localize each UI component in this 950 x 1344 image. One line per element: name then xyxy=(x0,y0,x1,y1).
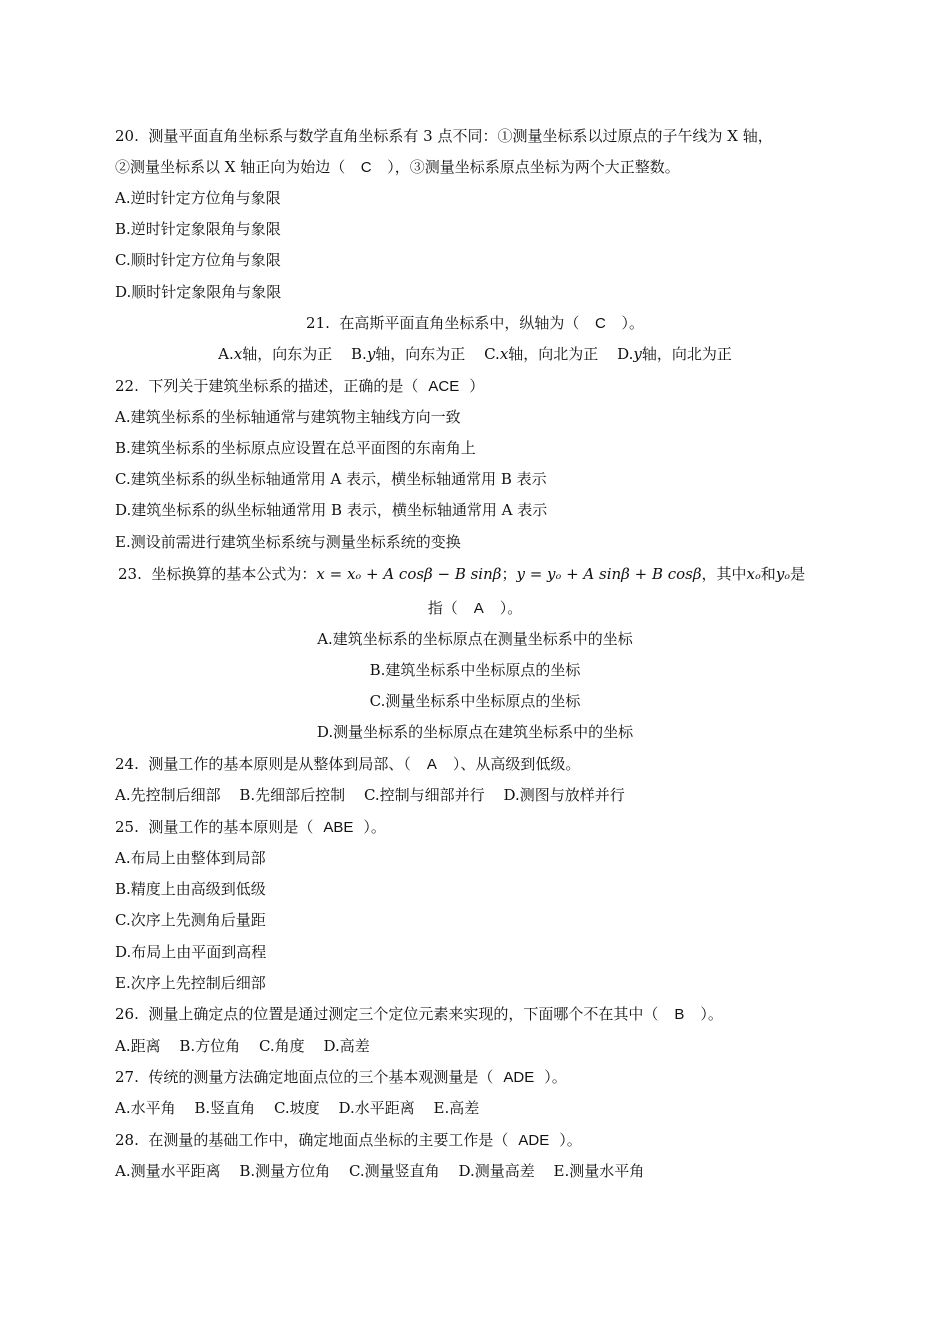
q26-option-a: A.距离 xyxy=(115,1037,161,1055)
q26-options xyxy=(115,1036,370,1058)
q28-option-c: C.测量竖直角 xyxy=(348,1162,440,1180)
q25-option-e: E.次序上先控制后细部 xyxy=(115,974,266,992)
q25-option-b: B.精度上由高级到低级 xyxy=(115,880,266,898)
q27-stem-part1: 27. 传统的测量方法确定地面点位的三个基本观测量是（ xyxy=(115,1068,494,1086)
q28-option-d: D.测量高差 xyxy=(458,1162,535,1180)
q22-option-d: D.建筑坐标系的纵坐标轴通常用 B 表示，横坐标轴通常用 A 表示 xyxy=(115,501,548,519)
q23-formula-y: y = yₒ + A sinβ + B cosβ xyxy=(516,565,702,583)
q26-answer: B xyxy=(674,1006,685,1023)
q21-stem-part1: 21. 在高斯平面直角坐标系中，纵轴为（ xyxy=(306,314,580,332)
q23-stem-line2 xyxy=(0,598,950,620)
q27-option-b: B.竖直角 xyxy=(194,1099,256,1117)
q26-option-b: B.方位角 xyxy=(179,1037,241,1055)
q23-stem-part3: ）。 xyxy=(499,599,523,617)
q23-formula-x: x = xₒ + A cosβ − B sinβ xyxy=(316,565,502,583)
q26-stem-part1: 26. 测量上确定点的位置是通过测定三个定位元素来实现的，下面哪个不在其中（ xyxy=(115,1005,659,1023)
q28-option-e: E.测量水平角 xyxy=(553,1162,645,1180)
q26-option-c: C.角度 xyxy=(258,1037,305,1055)
q24-option-c: C.控制与细部并行 xyxy=(363,786,485,804)
q28-answer: ADE xyxy=(518,1132,550,1149)
q24-option-b: B.先细部后控制 xyxy=(239,786,346,804)
q20-option-d: D.顺时针定象限角与象限 xyxy=(115,283,282,301)
q26-stem xyxy=(115,1004,723,1026)
q23-stem-line1: 23. 坐标换算的基本公式为：x = xₒ + A cosβ − B sinβ；y = yₒ + A sinβ + B cosβ，其中xₒ和yₒ是 xyxy=(118,565,806,583)
q27-options xyxy=(115,1098,479,1120)
q25-option-a: A.布局上由整体到局部 xyxy=(115,849,266,867)
q28-options xyxy=(115,1161,644,1183)
q23-var-xo: xₒ xyxy=(746,565,761,583)
q23-stem-part1: 23. 坐标换算的基本公式为： xyxy=(118,565,317,583)
q20-option-b: B.逆时针定象限角与象限 xyxy=(115,220,281,238)
q25-stem xyxy=(115,817,386,839)
q22-option-e: E.测设前需进行建筑坐标系统与测量坐标系统的变换 xyxy=(115,533,461,551)
q21-answer: C xyxy=(595,315,606,332)
q28-stem-part1: 28. 在测量的基础工作中，确定地面点坐标的主要工作是（ xyxy=(115,1131,509,1149)
q27-option-d: D.水平距离 xyxy=(338,1099,415,1117)
q23-option-b: B.建筑坐标系中坐标原点的坐标 xyxy=(369,661,581,679)
q27-stem-part2: ）。 xyxy=(544,1068,567,1086)
q20-stem-line1: 20. 测量平面直角坐标系与数学直角坐标系有 3 点不同：①测量坐标系以过原点的子午线为 X 轴， xyxy=(115,127,773,145)
q26-option-d: D.高差 xyxy=(323,1037,370,1055)
q24-option-d: D.测图与放样并行 xyxy=(503,786,625,804)
q21-option-b: B.y轴，向东为正 xyxy=(351,345,466,363)
q25-option-d: D.布局上由平面到高程 xyxy=(115,943,267,961)
q23-var-yo: yₒ xyxy=(775,565,791,583)
q28-option-a: A.测量水平距离 xyxy=(115,1162,221,1180)
q26-stem-part2: ）。 xyxy=(700,1005,723,1023)
q22-answer: ACE xyxy=(428,378,460,395)
q21-stem-part2: ）。 xyxy=(621,314,644,332)
q25-stem-part2: ）。 xyxy=(363,818,386,836)
q20-stem-part1: ②测量坐标系以 X 轴正向为始边（ xyxy=(115,158,346,176)
q23-option-d: D.测量坐标系的坐标原点在建筑坐标系中的坐标 xyxy=(316,723,634,741)
q22-stem-part1: 22. 下列关于建筑坐标系的描述，正确的是（ xyxy=(115,377,419,395)
q24-stem-part2: ）、从高级到低级。 xyxy=(452,755,581,773)
q24-stem xyxy=(115,754,580,776)
q23-option-c: C.测量坐标系中坐标原点的坐标 xyxy=(369,692,581,710)
q28-stem-part2: ）。 xyxy=(559,1131,582,1149)
q27-option-c: C.坡度 xyxy=(273,1099,320,1117)
q25-stem-part1: 25. 测量工作的基本原则是（ xyxy=(115,818,314,836)
q21-option-c: C.x轴，向北为正 xyxy=(484,345,599,363)
q27-option-a: A.水平角 xyxy=(115,1099,176,1117)
q21-options xyxy=(0,344,950,366)
q23-option-a: A.建筑坐标系的坐标原点在测量坐标系中的坐标 xyxy=(317,630,633,648)
q21-option-d: D.y轴，向北为正 xyxy=(617,345,732,363)
q27-answer: ADE xyxy=(503,1069,535,1086)
q25-option-c: C.次序上先测角后量距 xyxy=(115,911,266,929)
q20-stem-line2 xyxy=(115,157,680,179)
q22-option-c: C.建筑坐标系的纵坐标轴通常用 A 表示，横坐标轴通常用 B 表示 xyxy=(115,470,547,488)
q27-option-e: E.高差 xyxy=(433,1099,480,1117)
q21-option-a: A.x轴，向东为正 xyxy=(218,345,333,363)
q23-answer: A xyxy=(473,600,484,617)
q20-option-c: C.顺时针定方位角与象限 xyxy=(115,251,281,269)
q21-stem xyxy=(0,313,950,335)
q24-options xyxy=(115,785,625,807)
q23-stem-part2: 指（ xyxy=(427,599,458,617)
q22-option-a: A.建筑坐标系的坐标轴通常与建筑物主轴线方向一致 xyxy=(115,408,461,426)
q24-answer: A xyxy=(426,756,437,773)
q20-option-a: A.逆时针定方位角与象限 xyxy=(115,189,281,207)
q28-option-b: B.测量方位角 xyxy=(239,1162,331,1180)
q27-stem xyxy=(115,1067,567,1089)
q20-answer: C xyxy=(360,159,372,176)
q24-stem-part1: 24. 测量工作的基本原则是从整体到局部、（ xyxy=(115,755,411,773)
q22-stem xyxy=(115,376,484,398)
q20-stem-part2: ），③测量坐标系原点坐标为两个大正整数。 xyxy=(387,158,680,176)
q22-stem-part2: ） xyxy=(469,377,485,395)
q22-option-b: B.建筑坐标系的坐标原点应设置在总平面图的东南角上 xyxy=(115,439,476,457)
q28-stem xyxy=(115,1130,582,1152)
q24-option-a: A.先控制后细部 xyxy=(115,786,221,804)
q25-answer: ABE xyxy=(323,819,354,836)
